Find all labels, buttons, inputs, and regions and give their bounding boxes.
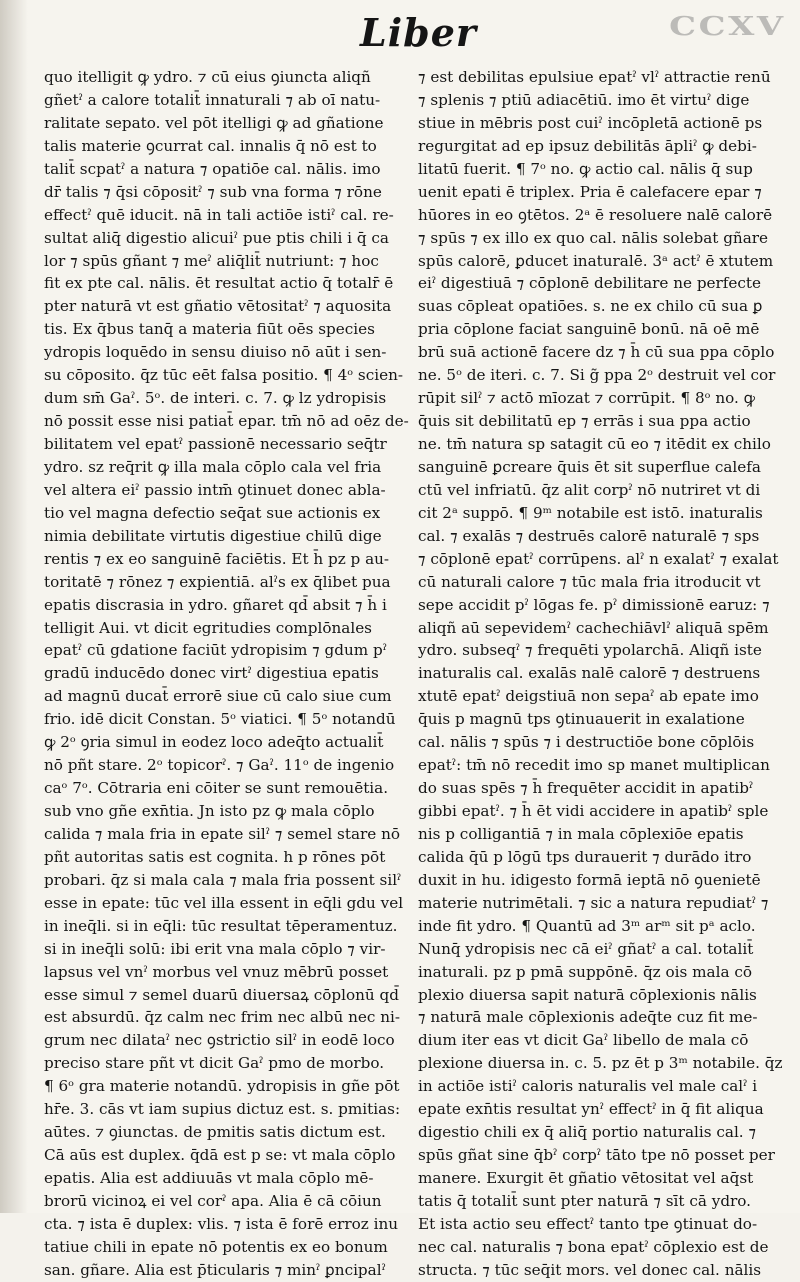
text-line: epate exn̄tis resultat ynˀ effectˀ in q̄ fit aliqua bbox=[418, 1100, 764, 1119]
text-line: sanguinē ꝑcreare q̄uis ēt sit superflue calefa bbox=[418, 457, 761, 476]
text-line: tatis q̄ totalit̄ sunt pter naturā ⁊ sīt cā ydro. bbox=[418, 1191, 752, 1210]
text-line: caᵒ 7ᵒ. Cōtraria eni cōiter se sunt remouētia. bbox=[44, 779, 389, 798]
text-line: Nunq̄ ydropisis nec cā eiˀ gñatˀ a cal. totalit̄ bbox=[418, 939, 754, 958]
text-line: manere. Exurgit ēt gñatio vētositat vel aq̄st bbox=[418, 1169, 754, 1187]
text-line: do suas spēs ⁊ h̄ frequēter accidit in apatibˀ bbox=[418, 779, 754, 798]
text-line: epatis. Alia est addiuuās vt mala cōplo mē- bbox=[44, 1169, 374, 1187]
text-column-left bbox=[44, 66, 412, 1282]
text-line: pñt autoritas satis est cognita. h p rōnes pōt bbox=[44, 847, 386, 866]
text-line: probari. q̄z si mala cala ⁊ mala fria possent silˀ bbox=[44, 870, 402, 889]
text-line: aūtes. ⁊ ꝯiunctas. de pmitis satis dictum est. bbox=[44, 1123, 386, 1142]
text-line: san. gñare. Alia est p̄ticularis ⁊ minˀ ꝑncipalˀ bbox=[44, 1260, 386, 1279]
text-line: digestio chili ex q̄ aliq̄ portio naturalis cal. ⁊ bbox=[418, 1123, 757, 1142]
text-line: grum nec dilataˀ nec ꝯstrictio silˀ in eodē loco bbox=[44, 1031, 395, 1050]
text-line: talit̄ scpatˀ a natura ⁊ opatiōe cal. nālis. imo bbox=[44, 159, 381, 178]
text-line: frio. idē dicit Constan. 5ᵒ viatici. ¶ 5ᵒ notandū bbox=[44, 710, 396, 729]
folio-number: CCXV bbox=[669, 12, 786, 42]
text-line: telligit Aui. vt dicit egritudies complōnales bbox=[44, 618, 372, 637]
text-line: tis. Ex q̄bus tanq̄ a materia fiūt oēs species bbox=[44, 320, 375, 339]
text-line: bilitatem vel epatˀ passionē necessario seq̄tr bbox=[44, 435, 387, 453]
text-line: toritatē ⁊ rōnez ⁊ expientiā. alˀs ex q̄libet pua bbox=[44, 572, 391, 591]
text-line: preciso stare pñt vt dicit Gaˀ pmo de morbo. bbox=[44, 1054, 385, 1073]
text-line: dr̄ talis ⁊ q̄si cōpositˀ ⁊ sub vna forma ⁊ rōne bbox=[44, 182, 382, 201]
text-line: fit ex pte cal. nālis. ēt resultat actio q̄ totalr̄ ē bbox=[44, 274, 394, 293]
text-column-right bbox=[418, 66, 790, 1282]
text-line: structa. ⁊ tūc seq̄it mors. vel donec cal. nālis bbox=[418, 1260, 762, 1279]
text-line: in ineq̄li. si in eq̄li: tūc resultat tēperamentuz. bbox=[44, 916, 398, 935]
text-line: dum sm̄ Gaˀ. 5ᵒ. de interi. c. 7. ꝙ lz ydropisis bbox=[44, 389, 387, 408]
text-line: lor ⁊ spūs gñant ⁊ meˀ aliq̄lit̄ nutriunt: ⁊ hoc bbox=[44, 251, 379, 270]
text-line: ¶ 6ᵒ gra materie notandū. ydropisis in gñe pōt bbox=[44, 1077, 400, 1096]
text-line: si in ineq̄li solū: ibi erit vna mala cōplo ⁊ vir- bbox=[44, 939, 386, 958]
text-line: rūpit silˀ ⁊ actō mīozat ⁊ corrūpit. ¶ 8ᵒ no. ꝙ bbox=[418, 389, 756, 408]
text-line: calida q̄ū p lōgū tps durauerit ⁊ durādo itro bbox=[418, 847, 752, 866]
text-line: cit 2ᵃ suppō. ¶ 9ᵐ notabile est istō. inaturalis bbox=[418, 503, 763, 522]
text-line: plexione diuersa in. c. 5. pz ēt p 3ᵐ notabile. q̄z bbox=[418, 1054, 783, 1073]
text-line: pria cōplone faciat sanguinē bonū. nā oē mē bbox=[418, 320, 760, 339]
text-line: plexio diuersa sapit naturā cōplexionis nālis bbox=[418, 985, 757, 1004]
text-line: ⁊ naturā male cōplexionis adeq̄te cuz fit me- bbox=[418, 1008, 758, 1027]
text-line: inaturali. pz p pmā suppōnē. q̄z ois mala cō bbox=[418, 962, 752, 981]
text-line: ⁊ est debilitas epulsiue epatˀ vlˀ attractie renū bbox=[418, 68, 771, 86]
text-line: ydro. subseqˀ ⁊ frequēti ypolarchā. Aliqñ iste bbox=[418, 641, 762, 660]
text-line: xtutē epatˀ deigstiuā non sepaˀ ab epate imo bbox=[418, 687, 759, 706]
text-line: stiue in mēbris post cuiˀ incōpletā actionē ps bbox=[418, 113, 763, 132]
text-line: Et ista actio seu effectˀ tanto tpe ꝯtinuat do- bbox=[418, 1214, 758, 1233]
text-line: epatˀ: tm̄ nō recedit imo sp manet multiplican bbox=[418, 756, 770, 775]
text-line: tatiue chili in epate nō potentis ex eo bonum bbox=[44, 1237, 388, 1256]
text-line: nis p colligantiā ⁊ in mala cōplexiōe epatis bbox=[418, 824, 744, 843]
text-line: ⁊ spūs ⁊ ex illo ex quo cal. nālis solebat gñare bbox=[418, 228, 768, 247]
text-line: sub vno gñe exn̄tia. Jn isto pz ꝙ mala cōplo bbox=[44, 802, 375, 820]
text-line: ydro. sz req̄rit ꝙ illa mala cōplo cala vel fria bbox=[44, 457, 382, 476]
text-line: ctū vel infriatū. q̄z alit corpˀ nō nutriret vt di bbox=[418, 480, 761, 499]
text-line: Cā aūs est duplex. q̄dā est p se: vt mala cōplo bbox=[44, 1146, 396, 1165]
text-line: pter naturā vt est gñatio vētositatˀ ⁊ aquosita bbox=[44, 297, 392, 316]
text-line: talis materie ꝯcurrat cal. innalis q̄ nō est to bbox=[44, 136, 377, 155]
text-line: brorū vicinoꝝ ei vel corˀ apa. Alia ē cā cōiun bbox=[44, 1191, 382, 1210]
text-line: litatū fuerit. ¶ 7ᵒ no. ꝙ actio cal. nālis q̄ sup bbox=[418, 159, 753, 178]
text-line: ꝙ 2ᵒ ꝯria simul in eodez loco adeq̄to actualit̄ bbox=[44, 733, 384, 752]
text-line: calida ⁊ mala fria in epate silˀ ⁊ semel stare nō bbox=[44, 824, 401, 843]
text-line: ralitate sepato. vel pōt itelligi ꝙ ad gñatione bbox=[44, 113, 384, 132]
text-line: ne. 5ᵒ de iteri. c. 7. Si g̃ ppa 2ᵒ destruit vel cor bbox=[418, 366, 776, 385]
text-line: ⁊ cōplonē epatˀ corrūpens. alˀ n exalatˀ ⁊ exalat bbox=[418, 549, 779, 568]
text-line: tio vel magna defectio seq̄at sue actionis ex bbox=[44, 503, 381, 522]
text-line: gibbi epatˀ. ⁊ h̄ ēt vidi accidere in apatibˀ sple bbox=[418, 802, 769, 820]
text-line: suas cōpleat opatiōes. s. ne ex chilo cū sua ꝑ bbox=[418, 297, 763, 316]
text-line: materie nutrimētali. ⁊ sic a natura repudiatˀ ⁊ bbox=[418, 893, 769, 912]
binding-shadow bbox=[0, 0, 28, 1213]
text-line: su cōposito. q̄z tūc eēt falsa positio. ¶ 4ᵒ scien- bbox=[44, 366, 403, 385]
text-line: cū naturali calore ⁊ tūc mala fria itroducit vt bbox=[418, 572, 761, 591]
text-line: spūs gñat sine q̄bˀ corpˀ tāto tpe nō posset per bbox=[418, 1146, 775, 1165]
text-line: ydropis loquēdo in sensu diuiso nō aūt i sen- bbox=[44, 343, 387, 362]
text-line: uenit epati ē triplex. Pria ē calefacere epar ⁊ bbox=[418, 182, 762, 201]
text-line: q̄uis sit debilitatū ep ⁊ errās i sua ppa actio bbox=[418, 412, 751, 431]
text-line: lapsus vel vnˀ morbus vel vnuz mēbrū posset bbox=[44, 962, 389, 981]
text-line: q̄uis p magnū tps ꝯtinuauerit in exalatione bbox=[418, 710, 745, 729]
text-line: duxit in hu. idigesto formā ieptā nō ꝯuenietē bbox=[418, 870, 761, 889]
text-line: rentis ⁊ ex eo sanguinē faciētis. Et h̄ pz p au- bbox=[44, 549, 390, 568]
text-line: vel altera eiˀ passio intm̄ ꝯtinuet donec abla- bbox=[44, 480, 386, 499]
text-line: sepe accidit pˀ lōgas fe. pˀ dimissionē earuz: ⁊ bbox=[418, 595, 770, 614]
text-line: nimia debilitate virtutis digestiue chilū dige bbox=[44, 526, 382, 545]
text-line: hr̄e. 3. cās vt iam supius dictuz est. s. pmitias: bbox=[44, 1100, 401, 1119]
text-line: in actiōe istiˀ caloris naturalis vel male calˀ i bbox=[418, 1077, 758, 1096]
text-line: spūs calorē, ꝑducet inaturalē. 3ᵃ actˀ ē xtutem bbox=[418, 251, 774, 270]
text-line: inde fit ydro. ¶ Quantū ad 3ᵐ arᵐ sit pᵃ aclo. bbox=[418, 916, 756, 935]
text-line: aliqñ aū sepevidemˀ cachechiāvlˀ aliquā spēm bbox=[418, 618, 769, 637]
text-line: ad magnū ducat̄ errorē siue cū calo siue cum bbox=[44, 687, 392, 706]
text-line: hūores in eo ꝯtētos. 2ᵃ ē resoluere nalē calorē bbox=[418, 205, 773, 224]
text-line: epatˀ cū gdatione faciūt ydropisim ⁊ gdum pˀ bbox=[44, 641, 387, 660]
text-line: ⁊ splenis ⁊ ptiū adiacētiū. imo ēt virtuˀ dige bbox=[418, 90, 750, 109]
text-line: brū suā actionē facere dz ⁊ h̄ cū sua ppa cōplo bbox=[418, 343, 775, 362]
text-line: cta. ⁊ ista ē duplex: vlis. ⁊ ista ē forē erroz inu bbox=[44, 1214, 399, 1233]
text-line: regurgitat ad ep ipsuz debilitās āpliˀ ꝙ debi- bbox=[418, 136, 757, 155]
text-line: esse in epate: tūc vel illa essent in eq̄li gdu vel bbox=[44, 893, 404, 912]
text-line: gñetˀ a calore totalit̄ innaturali ⁊ ab oī natu- bbox=[44, 90, 381, 109]
text-line: ne. tm̄ natura sp satagit cū eo ⁊ itēdit ex chilo bbox=[418, 435, 771, 453]
text-line: inaturalis cal. exalās nalē calorē ⁊ destruens bbox=[418, 664, 761, 683]
text-line: quo itelligit ꝙ ydro. ⁊ cū eius ꝯiuncta aliqñ bbox=[44, 68, 371, 86]
text-line: epatis discrasia in ydro. gñaret qd̄ absit ⁊ h̄ i bbox=[44, 595, 387, 614]
text-line: sultat aliq̄ digestio alicuiˀ pue ptis chili i q̄ ca bbox=[44, 228, 389, 247]
running-head: Liber bbox=[360, 10, 477, 55]
text-line: esse simul ⁊ semel duarū diuersaꝝ cōplonū qd̄ bbox=[44, 985, 399, 1004]
text-line: cal. nālis ⁊ spūs ⁊ i destructiōe bone cōplōis bbox=[418, 733, 755, 752]
text-line: nō pñt stare. 2ᵒ topicorˀ. ⁊ Gaˀ. 11ᵒ de ingenio bbox=[44, 756, 395, 775]
text-line: cal. ⁊ exalās ⁊ destruēs calorē naturalē ⁊ sps bbox=[418, 526, 760, 545]
text-line: est absurdū. q̄z calm nec frim nec albū nec ni- bbox=[44, 1008, 400, 1027]
text-line: dium iter eas vt dicit Gaˀ libello de mala cō bbox=[418, 1031, 749, 1050]
text-line: effectˀ quē iducit. nā in tali actiōe istiˀ cal. re- bbox=[44, 205, 394, 224]
text-line: gradū inducēdo donec virtˀ digestiua epatis bbox=[44, 664, 379, 683]
text-line: nō possit esse nisi patiat̄ epar. tm̄ nō ad oēz de- bbox=[44, 412, 409, 431]
text-line: nec cal. naturalis ⁊ bona epatˀ cōplexio est de bbox=[418, 1237, 769, 1256]
text-line: eiˀ digestiuā ⁊ cōplonē debilitare ne perfecte bbox=[418, 274, 761, 293]
